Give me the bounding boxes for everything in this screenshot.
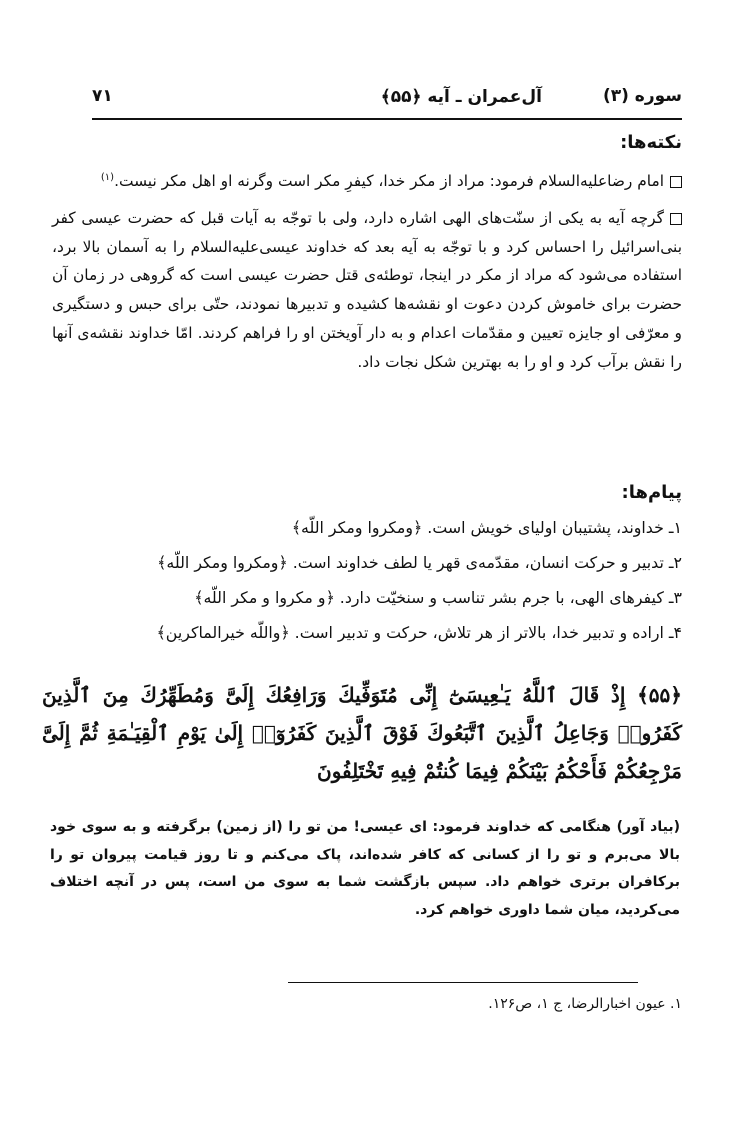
square-bullet-icon [670,213,682,225]
quran-verse: ﴿۵۵﴾ إِذْ قَالَ ٱللَّهُ يَـٰعِيسَىٰٓ إِنِّى مُتَوَفِّيكَ وَرَافِعُكَ إِلَىَّ وَمُطَهِّرُكَ مِنَ ٱلَّذِينَ كَفَرُوا۟ وَجَاعِلُ ٱلَّذِينَ ٱتَّبَعُوكَ فَوْقَ ٱلَّذِينَ كَفَرُوٓا۟ إِلَىٰ يَوْمِ ٱلْقِيَـٰمَةِ ثُمَّ إِلَىَّ مَرْجِعُكُمْ فَأَحْكُمُ بَيْنَكُمْ فِيمَا كُنتُمْ فِيهِ تَخْتَلِفُونَ [42,683,682,783]
header-verse: آل‌عمران ـ آیه ﴿۵۵﴾ [380,87,542,107]
message-item: ۳ـ کیفرهای الهی، با جرم بشر تناسب و سنخیّت دارد. ﴿و مکروا و مکر اللّه﴾ [194,588,682,607]
messages-list [42,510,682,650]
message-item: ۲ـ تدبیر و حرکت انسان، مقدّمه‌ی قهر یا لطف خداوند است. ﴿ومکروا ومکر اللّه﴾ [157,553,682,572]
header-divider [92,118,682,120]
page-number: ۷۱ [92,86,113,106]
message-item: ۱ـ خداوند، پشتیبان اولیای خویش است. ﴿ومکروا ومکر اللّه﴾ [291,518,682,537]
running-header [92,86,682,118]
note-item-2 [52,204,682,376]
notes-heading: نکته‌ها: [620,132,682,153]
footnote: ۱. عیون اخبارالرضا، ج ۱، ص۱۲۶. [488,996,682,1012]
messages-heading: پیام‌ها: [621,482,682,503]
header-chapter: سوره (۳) [602,86,682,106]
verse-translation: (بیاد آور) هنگامی که خداوند فرمود: ای عیسی! من تو را (از زمین) برگرفته و به سوی خود بالا می‌برم و تو را از کسانی که کافر شده‌اند، پاک می‌کنم و تا روز قیامت پیروان تو را برکافران برتری خواهم داد. سپس بازگشت شما به سوی من است، پس در آنچه اختلاف می‌کردید، میان شما داوری خواهم کرد. [50,819,680,918]
note-item-2-text: گرچه آیه به یکی از سنّت‌های الهی اشاره دارد، ولی با توجّه به آیات قبل که حضرت عیسی کفر بنی‌اسرائیل را احساس کرد و با توجّه به آیه بعد که خداوند عیسی‌عليه‌السلام را به آسمان بالا برد، استفاده می‌شود که مراد از مکر در اینجا، توطئه‌ی قتل حضرت عیسی است که گروهی در زمان آن حضرت برای خاموش کردن دعوت او نقشه‌ها کشیده و تدبیرها نمودند، حتّی برای حبس و دستگیری و معرّفی او جایزه تعیین و مقدّمات اعدام و به دار آویختن او را فراهم کردند. امّا خداوند نقشه‌ی آنها را نقش برآب کرد و او را به بهترین شکل نجات داد. [52,209,682,371]
footnote-ref: (۱) [100,172,115,183]
note-item-1-text: امام رضاعليه‌السلام فرمود: مراد از مکر خدا، کیفرِ مکر است وگرنه او اهل مکر نیست. [114,172,664,191]
note-item-1 [52,172,682,190]
square-bullet-icon [670,176,682,188]
message-item: ۴ـ اراده و تدبیر خدا، بالاتر از هر تلاش، حرکت و تدبیر است. ﴿واللّه خیرالماکرین﴾ [156,623,682,642]
footnote-divider [288,982,638,983]
